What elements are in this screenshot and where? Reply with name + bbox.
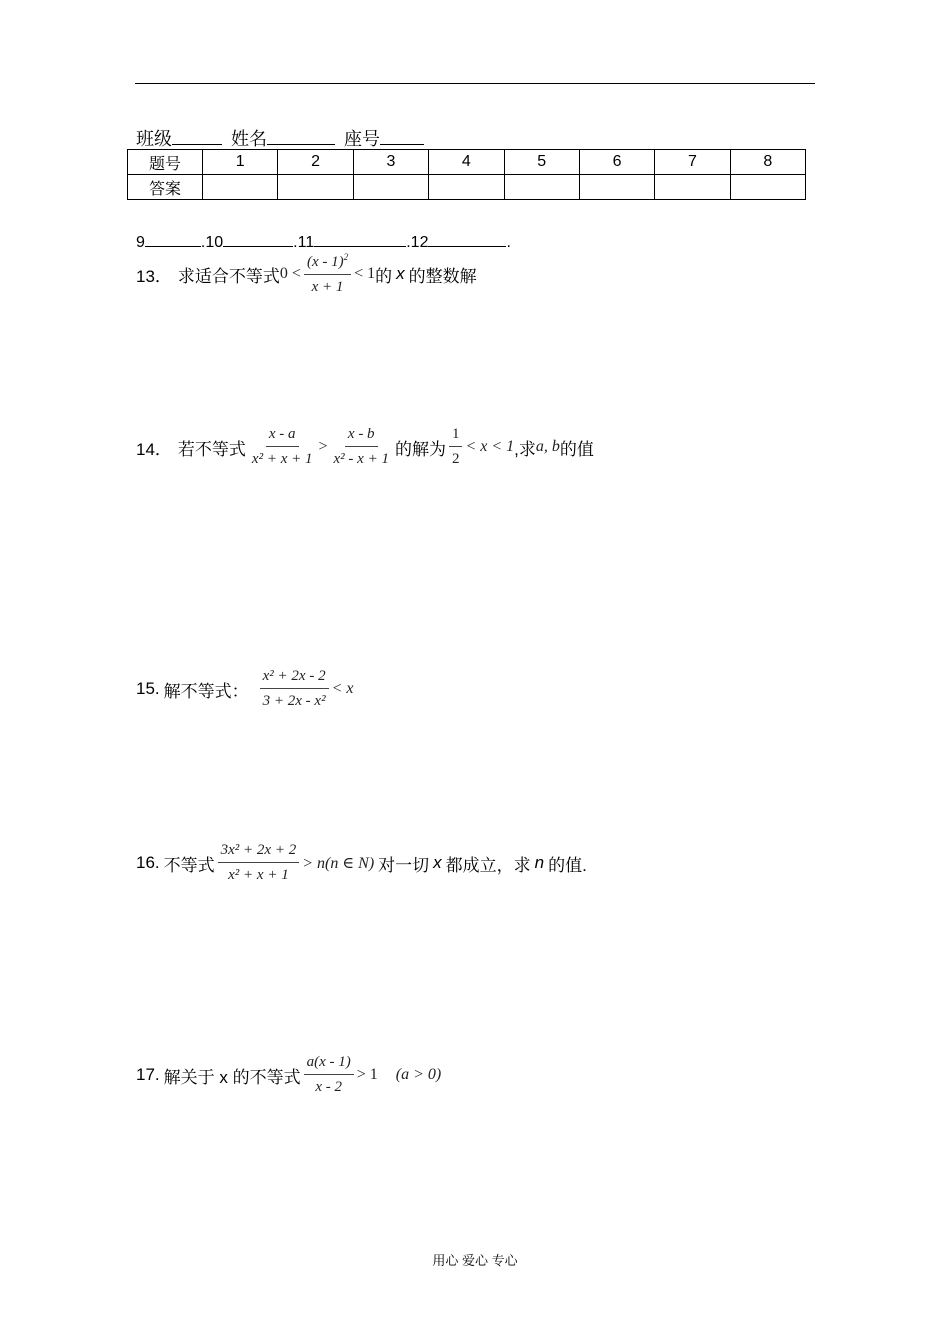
- q14-fraction-right: [331, 426, 392, 468]
- answer-cell-7[interactable]: [655, 175, 730, 200]
- answer-cell-4[interactable]: [429, 175, 504, 200]
- q14-numerator-right: x - b: [345, 426, 378, 447]
- q14-denominator-right: x² - x + 1: [333, 451, 389, 467]
- q13-lhs: 0 <: [279, 265, 301, 282]
- q13-var: x: [396, 264, 405, 283]
- class-label: 班级: [136, 129, 172, 149]
- q16-number: 16.: [136, 853, 160, 872]
- q14-fraction-left: [249, 426, 316, 468]
- q13-prefix: 求适合不等式: [177, 266, 280, 286]
- q17-condition: (a > 0): [395, 1066, 442, 1083]
- question-16: [136, 842, 587, 884]
- q15-prefix: 解不等式：: [163, 681, 249, 701]
- answer-cell-6[interactable]: [579, 175, 654, 200]
- q14-range: < x < 1: [465, 438, 515, 455]
- q16-suffix-c: 的值.: [548, 855, 587, 875]
- q17-number: 17.: [136, 1065, 160, 1084]
- q13-numerator-exp: 2: [343, 252, 349, 262]
- question-number-7: 7: [655, 150, 730, 175]
- answer-cell-3[interactable]: [353, 175, 428, 200]
- question-number-1: 1: [203, 150, 278, 175]
- answer-header: 答案: [128, 175, 203, 200]
- q16-prefix: 不等式: [163, 855, 215, 875]
- q13-suffix-a: 的: [375, 266, 393, 286]
- q14-mid: 的解为: [394, 439, 446, 459]
- question-15: [136, 668, 353, 710]
- answer-table-answer-row: [128, 175, 806, 200]
- q14-half-denominator: 2: [451, 451, 460, 467]
- q14-number: 14．: [136, 439, 172, 459]
- q17-numerator: a(x - 1): [304, 1054, 354, 1075]
- blank-label-12: .12: [406, 234, 429, 251]
- q13-denominator: x + 1: [311, 279, 344, 295]
- q15-number: 15.: [136, 679, 160, 698]
- q14-ask: ,求: [514, 439, 536, 459]
- answer-cell-8[interactable]: [730, 175, 805, 200]
- question-number-2: 2: [278, 150, 353, 175]
- q14-numerator-left: x - a: [266, 426, 299, 447]
- answer-cell-5[interactable]: [504, 175, 579, 200]
- seat-blank[interactable]: [380, 126, 424, 145]
- question-number-8: 8: [730, 150, 805, 175]
- student-info-line: [136, 125, 424, 151]
- q16-rhs: > n(n ∈ N): [302, 855, 375, 872]
- seat-label: 座号: [344, 129, 381, 149]
- q16-denominator: x² + x + 1: [228, 867, 289, 883]
- question-14: [136, 426, 594, 468]
- answer-cell-1[interactable]: [203, 175, 278, 200]
- q14-denominator-left: x² + x + 1: [251, 451, 313, 467]
- q17-prefix: 解关于 x 的不等式: [163, 1067, 301, 1087]
- blank-11[interactable]: [314, 228, 406, 247]
- question-13: [136, 252, 477, 296]
- question-number-5: 5: [504, 150, 579, 175]
- name-label: 姓名: [231, 129, 268, 149]
- q16-numerator: 3x² + 2x + 2: [218, 842, 300, 863]
- q14-prefix: 若不等式: [177, 439, 246, 459]
- question-number-6: 6: [579, 150, 654, 175]
- question-number-4: 4: [429, 150, 504, 175]
- q17-denominator: x - 2: [315, 1079, 342, 1095]
- blank-label-9: 9: [136, 234, 145, 251]
- q13-rhs: < 1: [354, 265, 376, 282]
- q16-var-n: n: [534, 853, 545, 872]
- answer-table: [127, 149, 806, 200]
- q15-denominator: 3 + 2x - x²: [262, 693, 326, 709]
- blank-12[interactable]: [428, 228, 506, 247]
- class-blank[interactable]: [172, 126, 222, 145]
- q14-operator: >: [318, 438, 328, 455]
- q16-fraction: [218, 842, 300, 884]
- blank-label-10: .10: [200, 234, 224, 251]
- blank-10[interactable]: [223, 228, 293, 247]
- q15-numerator: x² + 2x - 2: [260, 668, 329, 689]
- q13-fraction: [304, 252, 351, 296]
- answer-table-number-row: [128, 150, 806, 175]
- q17-fraction: [304, 1054, 354, 1096]
- q16-suffix-b: 都成立，求: [445, 855, 531, 875]
- top-rule: [135, 83, 815, 84]
- q13-numerator: (x - 1): [306, 254, 344, 270]
- q13-suffix-b: 的整数解: [408, 266, 477, 286]
- name-blank[interactable]: [267, 126, 335, 145]
- question-number-header: 题号: [128, 150, 203, 175]
- blank-9[interactable]: [145, 228, 201, 247]
- q14-vars: a, b: [535, 438, 560, 455]
- q15-rhs: < x: [331, 680, 354, 697]
- blank-label-11: .11: [293, 234, 315, 251]
- question-number-3: 3: [353, 150, 428, 175]
- q14-suffix: 的值: [559, 439, 594, 459]
- page-footer: 用心 爱心 专心: [432, 1253, 518, 1268]
- q14-half-fraction: [449, 426, 463, 468]
- q15-fraction: [260, 668, 329, 710]
- answer-cell-2[interactable]: [278, 175, 353, 200]
- fill-in-blanks-row: [136, 228, 511, 252]
- q16-suffix-a: 对一切: [378, 855, 430, 875]
- question-17: [136, 1054, 441, 1096]
- q16-var-x: x: [433, 853, 442, 872]
- q13-number: 13．: [136, 266, 172, 286]
- q17-rhs: > 1: [356, 1066, 378, 1083]
- q14-half-numerator: 1: [449, 426, 463, 447]
- blank-end: .: [506, 234, 511, 251]
